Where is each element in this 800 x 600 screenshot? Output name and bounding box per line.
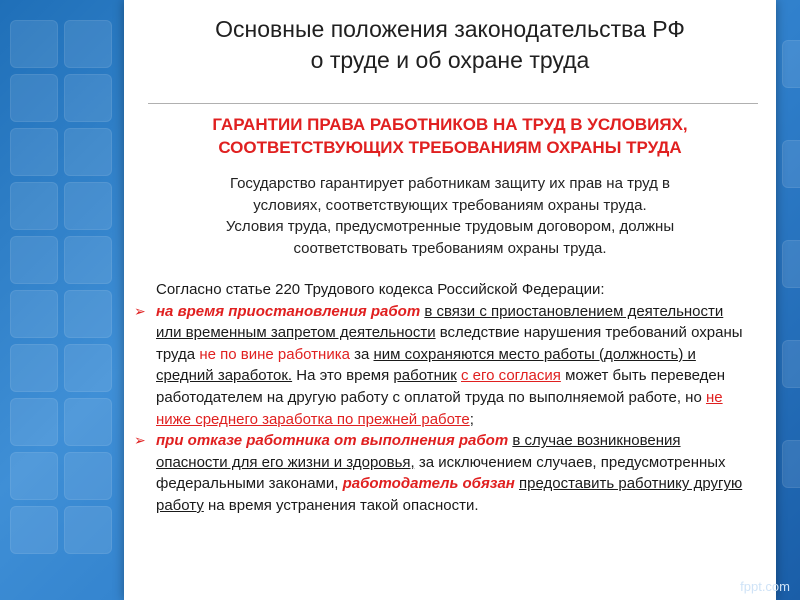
- item1-text-5: ;: [469, 410, 474, 428]
- item1-text-1: вследствие нарушения требований охраны труда: [156, 324, 743, 363]
- item2-text-2: на время устранения такой опасности.: [203, 496, 479, 514]
- section-heading: [124, 113, 776, 159]
- item1-underlined-3: работник: [393, 367, 457, 385]
- intro-line-1: Государство гарантирует работникам защиту их прав на труд в: [229, 175, 671, 192]
- item1-text-3: На это время: [292, 367, 394, 385]
- item1-emphasis: на время приостановления работ: [156, 302, 421, 320]
- item2-underlined-2: предоставить работнику другую работу: [156, 475, 743, 514]
- item1-text-2: за: [349, 345, 374, 363]
- title-divider: [148, 103, 758, 104]
- heading-line-2: СООТВЕТСТВУЮЩИХ ТРЕБОВАНИЯМ ОХРАНЫ ТРУДА: [218, 138, 682, 157]
- item1-underlined-2: ним сохраняются место работы (должность) и средний заработок.: [156, 345, 696, 385]
- bullet-item-1: [134, 301, 752, 431]
- title-line-1: Основные положения законодательства РФ: [215, 16, 685, 42]
- article-body: [134, 279, 752, 517]
- slide-title: [124, 14, 776, 76]
- slide: [124, 0, 776, 600]
- lead-text: Согласно статье 220 Трудового кодекса Российской Федерации:: [156, 281, 605, 298]
- arrow-bullet-icon: ➢: [134, 302, 146, 319]
- item2-emphasis-2: работодатель обязан: [342, 475, 515, 493]
- intro-line-4: соответствовать требованиям охраны труда.: [293, 239, 607, 257]
- bullet-item-2: [134, 430, 752, 516]
- intro-line-3: Условия труда, предусмотренные трудовым договором, должны: [225, 218, 675, 235]
- intro-line-2: условиях, соответствующих требованиям охраны труда.: [253, 196, 647, 214]
- item2-emphasis: при отказе работника от выполнения работ: [156, 432, 509, 450]
- arrow-bullet-icon: ➢: [134, 432, 146, 449]
- item1-red-underlined-2: не ниже среднего заработка по прежней работе: [156, 388, 723, 428]
- item1-underlined-1: в связи с приостановлением деятельности или временным запретом деятельности: [156, 302, 724, 342]
- item1-text-4: может быть переведен работодателем на другую работу с оплатой труда по выполняемой работе, но: [156, 367, 726, 406]
- item2-underlined-1: в случае возникновения опасности для его жизни и здоровья,: [156, 432, 681, 471]
- intro-paragraph: [144, 173, 756, 259]
- item1-red-1: не по вине работника: [199, 345, 350, 363]
- item1-red-underlined-1: с его согласия: [460, 367, 561, 385]
- title-line-2: о труде и об охране труда: [310, 47, 590, 73]
- watermark: fppt.com: [740, 579, 790, 594]
- heading-line-1: ГАРАНТИИ ПРАВА РАБОТНИКОВ НА ТРУД В УСЛОВИЯХ,: [212, 115, 688, 134]
- item2-text-1: за исключением случаев, предусмотренных федеральными законами,: [156, 453, 726, 493]
